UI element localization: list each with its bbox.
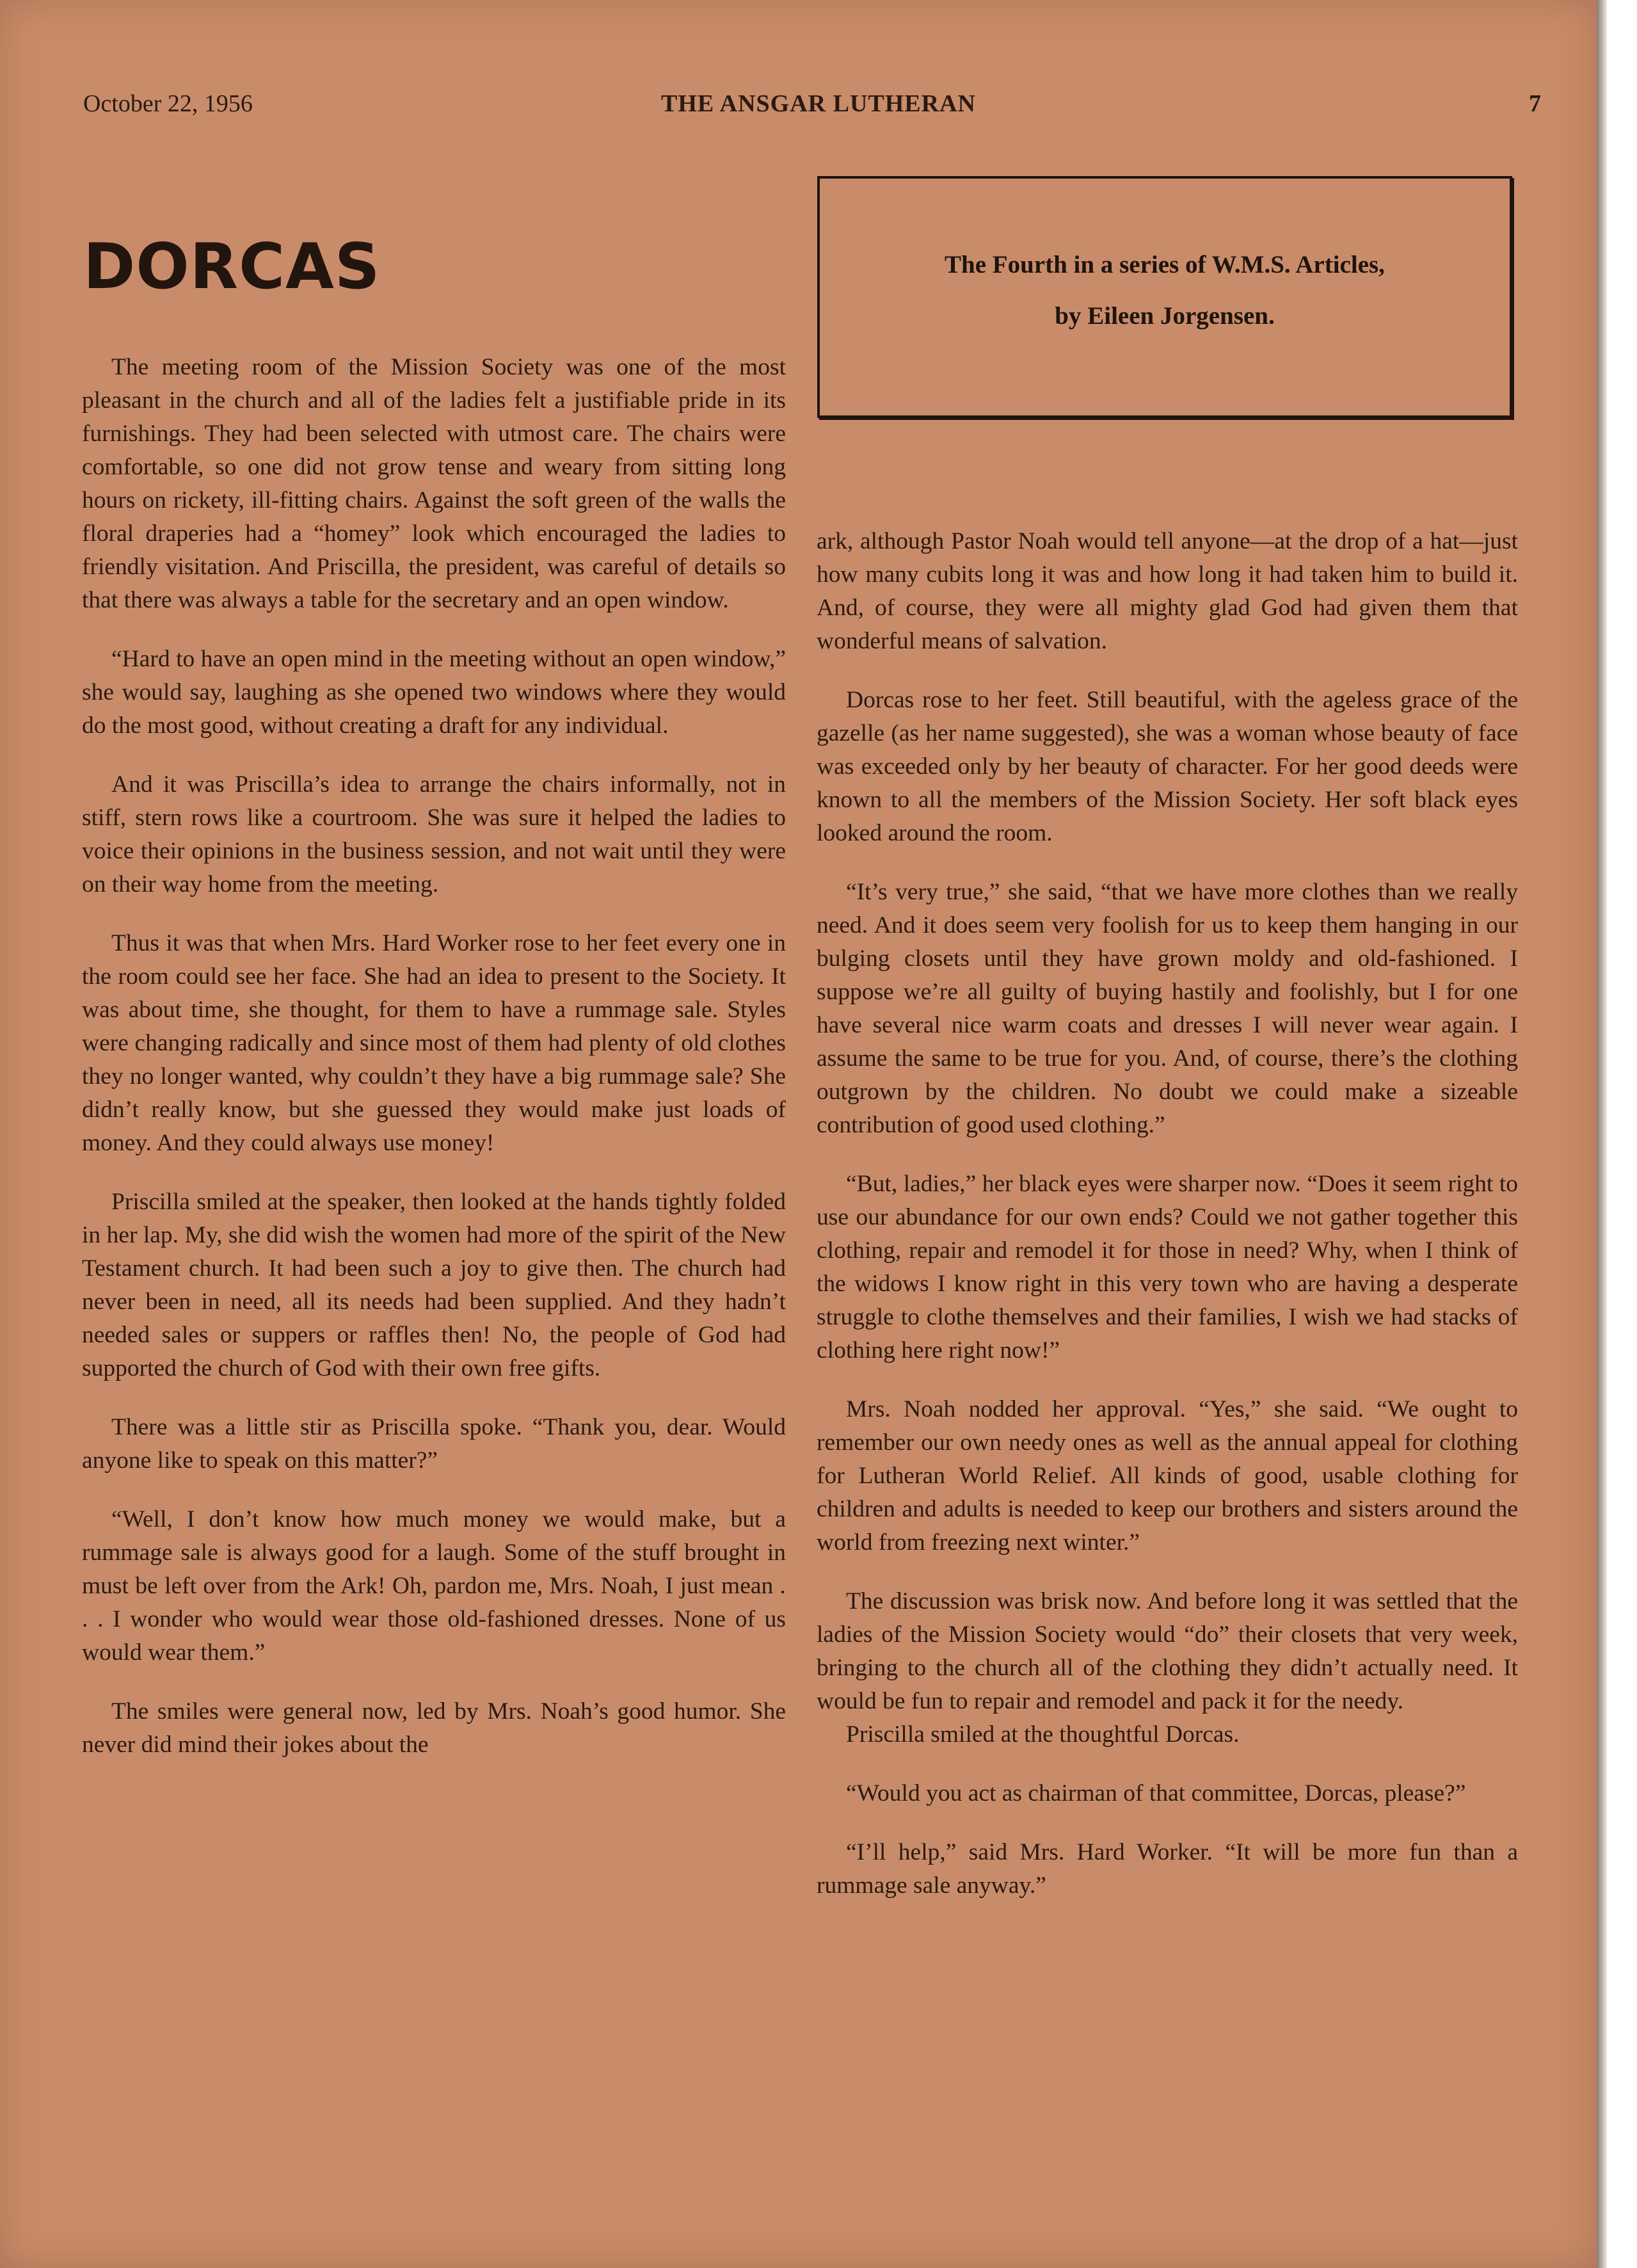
paragraph: “Well, I don’t know how much money we would make, but a rummage sale is always good for a laugh. Some of the stuff brought in must be left over from the Ark! Oh, pardon me, Mrs. Noah, I just mean . . . I wonder who would wear those old-fashioned dresses. None of us would wear them.”: [82, 1506, 786, 1666]
article-column-right: [817, 525, 1518, 1902]
paragraph: Thus it was that when Mrs. Hard Worker rose to her feet every one in the room could see her face. She had an idea to present to the Society. It was about time, she thought, for them to have a rummage sale. Styles were changing radically and since most of them had plenty of old clothes they no longer wanted, why couldn’t they have a big rummage sale? She didn’t really know, but she guessed they would make just loads of money. And they could always use money!: [82, 930, 786, 1156]
series-note-author: by Eileen Jorgensen.: [1055, 302, 1275, 330]
issue-date: October 22, 1956: [83, 90, 253, 117]
page-edge-shadow: [1597, 0, 1607, 2268]
paragraph: “Hard to have an open mind in the meeting without an open window,” she would say, laughing as she opened two windows where they would do the most good, without creating a draft for any individual.: [82, 646, 786, 739]
page-number: 7: [1529, 90, 1541, 117]
article-column-left: [82, 351, 786, 1762]
paragraph: The smiles were general now, led by Mrs. Noah’s good humor. She never did mind their jokes about the: [82, 1698, 786, 1758]
paragraph: The discussion was brisk now. And before long it was settled that the ladies of the Mission Society would “do” their closets that very week, bringing to the church all of the clothing they didn’t actually need. It would be fun to repair and remodel and pack it for the needy.: [817, 1588, 1518, 1714]
article-title: DORCAS: [83, 230, 381, 303]
paragraph: “Would you act as chairman of that committee, Dorcas, please?”: [846, 1780, 1466, 1806]
page-header: [83, 90, 1554, 122]
paragraph: Mrs. Noah nodded her approval. “Yes,” she said. “We ought to remember our own needy ones as well as the annual appeal for clothing for Lutheran World Relief. All kinds of good, usable clothing for children and adults is needed to keep our brothers and sisters around the world from freezing next winter.”: [817, 1396, 1518, 1556]
paragraph: “But, ladies,” her black eyes were sharper now. “Does it seem right to use our abundance for our own ends? Could we not gather together this clothing, repair and remodel it for those in need? Why, when I think of the widows I know right in this very town who are having a desperate struggle to clothe themselves and their families, I wish we had stacks of clothing here right now!”: [817, 1171, 1518, 1363]
paragraph: ark, although Pastor Noah would tell anyone—at the drop of a hat—just how many cubits long it was and how long it had taken him to build it. And, of course, they were all mighty glad God had given them that wonderful means of salvation.: [817, 528, 1518, 654]
paragraph: There was a little stir as Priscilla spoke. “Thank you, dear. Would anyone like to speak on this matter?”: [82, 1414, 786, 1474]
publication-title: THE ANSGAR LUTHERAN: [661, 90, 976, 117]
paragraph: Priscilla smiled at the speaker, then looked at the hands tightly folded in her lap. My, she did wish the women had more of the spirit of the New Testament church. It had been such a joy to give then. The church had never been in need, all its needs had been supplied. And they hadn’t needed sales or suppers or raffles then! No, the people of God had supported the church of God with their own free gifts.: [82, 1189, 786, 1381]
paragraph: “I’ll help,” said Mrs. Hard Worker. “It will be more fun than a rummage sale anyway.”: [817, 1839, 1518, 1899]
paragraph: Priscilla smiled at the thoughtful Dorcas.: [846, 1721, 1240, 1748]
paragraph: And it was Priscilla’s idea to arrange the chairs informally, not in stiff, stern rows like a courtroom. She was sure it helped the ladies to voice their opinions in the business session, and not wait until they were on their way home from the meeting.: [82, 771, 786, 897]
paragraph: “It’s very true,” she said, “that we have more clothes than we really need. And it does seem very foolish for us to keep them hanging in our bulging closets until they have grown moldy and old-fashioned. I suppose we’re all guilty of buying hastily and foolishly, but I for one have several nice warm coats and dresses I will never wear again. I assume the same to be true for you. And, of course, there’s the clothing outgrown by the children. No doubt we could make a sizeable contribution of good used clothing.”: [817, 879, 1518, 1138]
series-note-box: [817, 176, 1512, 418]
series-note-line-1: The Fourth in a series of W.M.S. Articles,: [945, 251, 1385, 278]
paragraph: The meeting room of the Mission Society was one of the most pleasant in the church and all of the ladies felt a justifiable pride in its furnishings. They had been selected with utmost care. The chairs were comfortable, so one did not grow tense and weary from sitting long hours on rickety, ill-fitting chairs. Against the soft green of the walls the floral draperies had a “homey” look which encouraged the ladies to friendly visitation. And Priscilla, the president, was careful of details so that there was always a table for the secretary and an open window.: [82, 354, 786, 613]
paragraph: Dorcas rose to her feet. Still beautiful, with the ageless grace of the gazelle (as her name suggested), she was a woman whose beauty of face was exceeded only by her beauty of character. For her good deeds were known to all the members of the Mission Society. Her soft black eyes looked around the room.: [817, 687, 1518, 846]
